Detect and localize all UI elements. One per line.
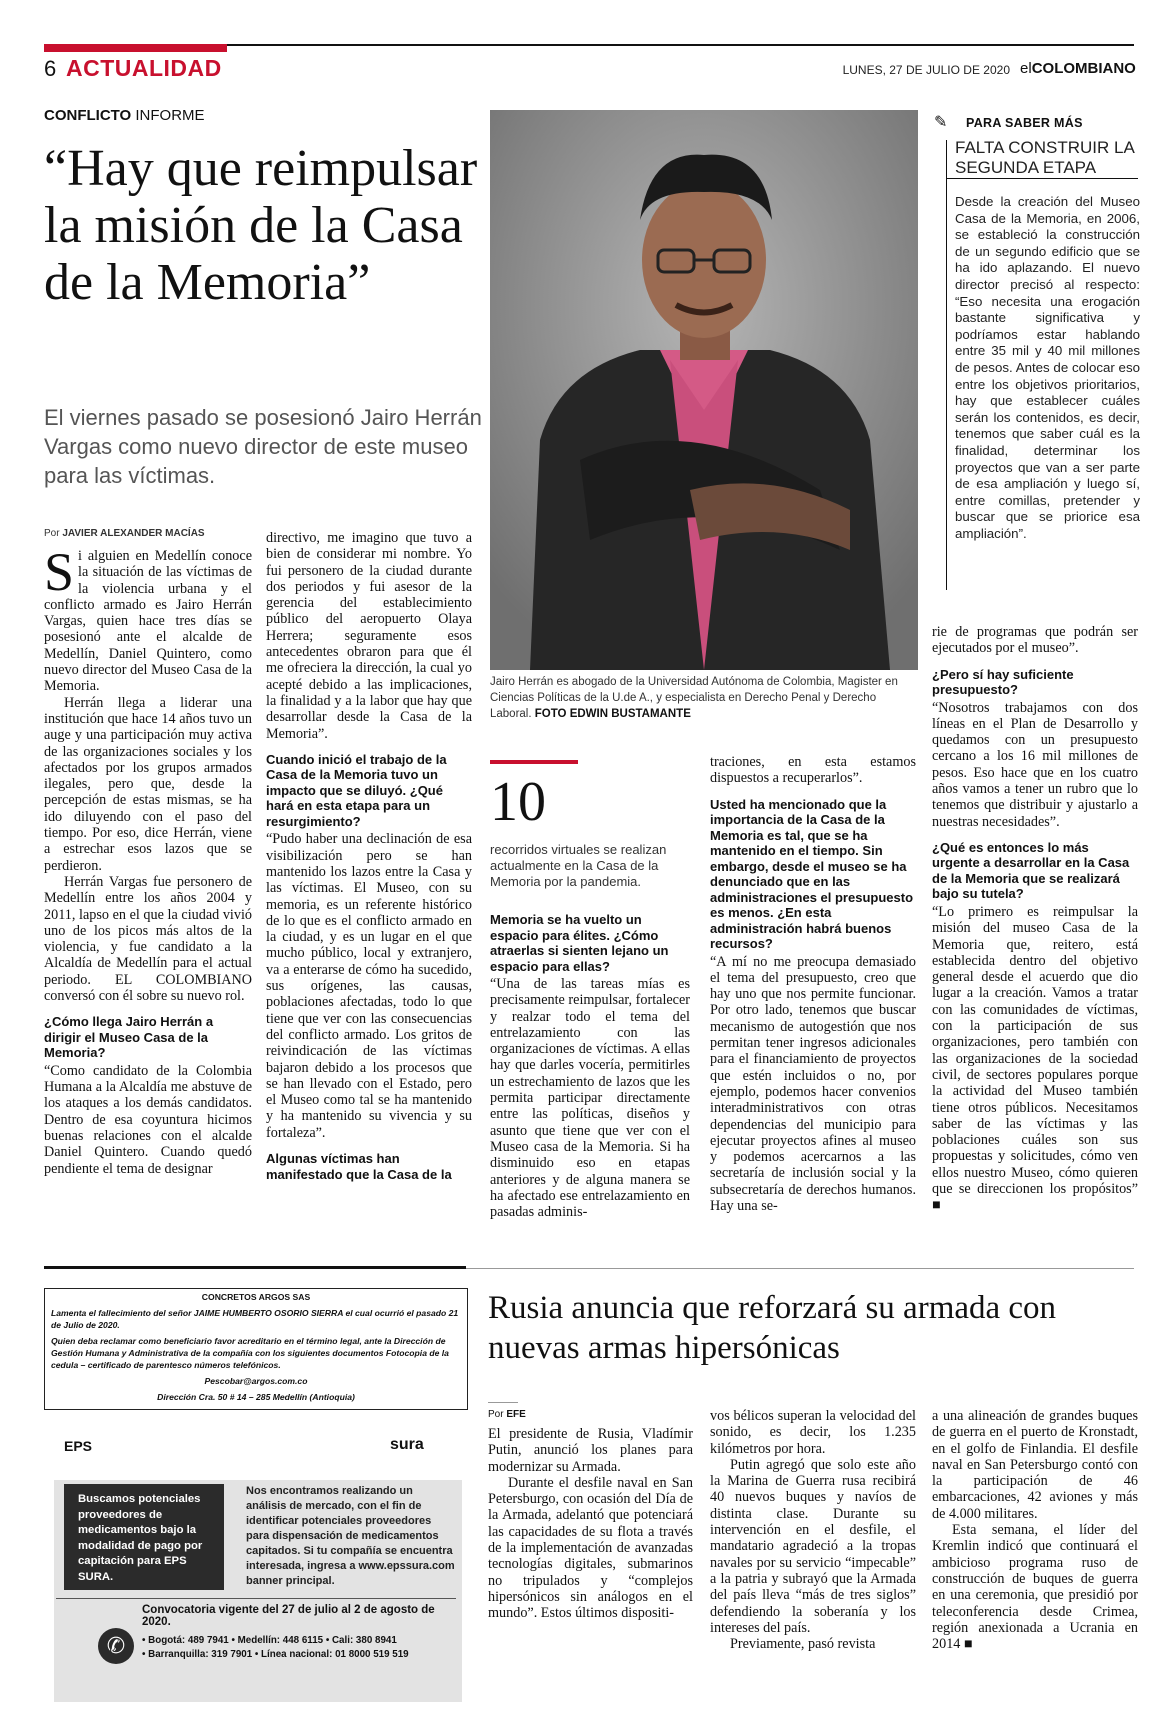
- first-paragraph: [44, 542, 252, 695]
- paragraph-text: i alguien en Medellín conoce la situación de las víctimas de la violencia urbana y el conflicto armado es Jairo Herrán Vargas, quien hace tres días se posesionó ante el alcalde de Medellín, Daniel Quintero, como nuevo director del Museo Casa de la Memoria.: [44, 548, 252, 695]
- question: Usted ha mencionado que la importancia de la Casa de la Memoria es tal, que se ha mantenido en el tiempo. Sin embargo, desde el museo se ha denunciado que en las administraciones el presupuesto es menos. ¿En esta administración habrá buenos recursos?: [710, 796, 914, 952]
- newspaper-logo: [1020, 60, 1136, 77]
- sura-logo: sura: [390, 1436, 424, 1453]
- eps-logo: EPS: [64, 1438, 93, 1454]
- byline: [44, 528, 205, 539]
- kicker: [44, 107, 205, 124]
- ad-top-rule: [44, 1266, 466, 1269]
- question: ¿Cómo llega Jairo Herrán a dirigir el Museo Casa de la Memoria?: [44, 1014, 214, 1061]
- ad-email: Pescobar@argos.com.co: [204, 1376, 308, 1386]
- article-column-5: [932, 624, 1138, 1214]
- paragraph: El presidente de Rusia, Vladímir Putin, anunció los planes para modernizar su Armada.: [488, 1426, 693, 1475]
- russia-byline: [488, 1409, 526, 1420]
- paragraph: Herrán llega a liderar una institución que hace 14 años tuvo un auge y una participación muy activa de las organizaciones sociales y los afectados por los grupos armados ilegales, pero que, desde la percepción de estas mismas, se ha ido diluyendo con el paso del tiempo. Por eso, dice Herrán, viene a estrechar esos lazos que se perdieron.: [44, 694, 252, 874]
- article-column-1: [44, 542, 252, 1177]
- answer: “Nosotros trabajamos con dos líneas en el Plan de Desarrollo y quedamos con un presupuesto cercano a los 16 mil millones de pesos. Eso hace que en los cuatro años vamos a tener un rubro que lo tenemos que distribuir y ajustarlo a nuestras necesidades”.: [932, 699, 1138, 830]
- paragraph: Herrán Vargas fue personero de Medellín entre los años 2004 y 2011, lapso en el que la ciudad vivió uno de los picos más altos de la violencia, y fue candidato a la Alcaldía de Medellín para el actual periodo. EL COLOMBIANO conversó con él sobre su nuevo rol.: [44, 873, 252, 1005]
- paragraph: Previamente, pasó revista: [730, 1636, 876, 1653]
- drop-cap: S: [44, 542, 75, 602]
- kicker-bold: CONFLICTO: [44, 107, 132, 124]
- answer: “Como candidato de la Colombia Humana a la Alcaldía me abstuve de los ataques a los demás candidatos. Dentro de esa coyuntura hicimos buenas relaciones con el alcalde Daniel Quintero. Cuando quedó pendiente el tema de designar: [44, 1062, 252, 1177]
- paragraph: Putin agregó que solo este año la Marina de Guerra rusa recibirá 40 nuevos buques y navíos de distinta clase. Durante su intervención en el desfile, el mandatario agradeció a la tropas navales por su servicio “impecable” a la patria y subrayó que la Armada del país lleva “más de tres siglos” defendiendo la soberanía y los intereses del país.: [710, 1456, 916, 1636]
- portrait-photo: [490, 110, 918, 670]
- phones-line: • Barranquilla: 319 7901 • Línea nacional: 01 8000 519 519: [142, 1649, 409, 1660]
- kicker-light: INFORME: [131, 107, 205, 124]
- answer: “Pudo haber una declinación de esa visibilización pero se han mantenido los lazos entre la Casa y las víctimas. El Museo, con su memoria, es un referente histórico de lo que es el conflicto armado en la ciudad, y es un lugar en el que mucho público, local y extranjero, va a enterarse de cómo ha sucedido, sus orígenes, las causas, poblaciones afectadas, todo lo que tiene que ver con las consecuencias del conflicto armado. Los gritos de reivindicación de las víctimas bajaron debido a los procesos que se han llevado con el Estado, pero el Museo como tal se ha mantenido y ha mantenido su vivencia y su fortaleza”.: [266, 831, 472, 1141]
- ad-line: Lamenta el fallecimiento del señor JAIME HUMBERTO OSORIO SIERRA el cual ocurrió el pasado 21 de Julio de 2020.: [51, 1308, 459, 1330]
- russia-column-2: [710, 1408, 916, 1652]
- end-mark: ■: [932, 1197, 941, 1214]
- sura-phones: [142, 1634, 462, 1662]
- sidebar-rule-horizontal: [946, 178, 1138, 179]
- byline-prefix: Por: [44, 528, 63, 539]
- ad-line: Quien deba reclamar como beneficiario favor acreditario en el término legal, ante la Dirección de Gestión Humana y Administrativa de la compañía con los siguientes documentos Fotocopia de la cedula – certificado de parentesco números telefónicos.: [51, 1336, 449, 1370]
- sura-convocatoria: Convocatoria vigente del 27 de julio al 2 de agosto de 2020.: [142, 1604, 435, 1628]
- stat-red-bar: [490, 760, 578, 764]
- caption-text: Jairo Herrán es abogado de la Universidad Autónoma de Colombia, Magister en Ciencias Políticas de la U.de A., y especialista en Derecho Penal y Derecho Laboral.: [490, 676, 898, 720]
- stat-number: 10: [490, 771, 546, 833]
- logo-el: el: [1020, 60, 1032, 77]
- russia-column-3: [932, 1408, 1138, 1652]
- sidebar-body: Desde la creación del Museo Casa de la Memoria, en 2006, se estableció la construcción de un segundo edificio que se ha ido aplazando. El nuevo director precisó al respecto: “Eso necesita una erogación bastante significativa y podríamos estar hablando entre 35 mil y 40 mil millones de pesos. Antes de colocar eso entre los objetivos prioritarios, hay que establecer cuáles serán los contenidos, es decir, tenemos que saber cuál es la finalidad, determinar los proyectos que van a ser parte de esa ampliación y luego sí, entre comillas, pretender y buscar que se priorice esa ampliación”.: [955, 194, 1140, 541]
- answer: “A mí no me preocupa demasiado el tema del presupuesto, creo que hay uno que nos permite funcionar. Por otro lado, tenemos que buscar mecanismo de autogestión que nos permitan tener ingresos adicionales para el financiamiento de proyectos que estén incluidos o no, por ejemplo, podemos hacer convenios interadministrativos con otras dependencias del municipio para ejecutar proyectos afines al museo y podemos acercarnos a las secretaría de inclusión social y la subsecretaría de derechos humanos. Hay una se-: [710, 953, 916, 1215]
- ad-title: CONCRETOS ARGOS SAS: [201, 1292, 311, 1302]
- ad-rule: [56, 1598, 456, 1599]
- byline-rule: [488, 1402, 518, 1403]
- phones-line: • Bogotá: 489 7941 • Medellín: 448 6115 • Cali: 380 8941: [142, 1635, 397, 1646]
- paragraph: traciones, en esta estamos dispuestos a recuperarlos”.: [710, 754, 916, 787]
- stat-label: recorridos virtuales se realizan actualmente en la Casa de la Memoria por la pandemia.: [490, 842, 667, 889]
- byline-prefix: Por: [488, 1409, 507, 1420]
- sura-ad-text: Nos encontramos realizando un análisis de mercado, con el fin de identificar potenciales proveedores para dispensación de medicamentos capitados. Si tu compañía se encuentra interesada, ingresa a www.epssura.com banner principal.: [246, 1485, 455, 1587]
- question: ¿Qué es entonces lo más urgente a desarrollar en la Casa de la Memoria que se realizará bajo su tutela?: [932, 839, 1130, 902]
- article-column-3: [490, 912, 690, 1220]
- paragraph-text: Esta semana, el líder del Kremlin indicó que continuará el ambicioso programa ruso de construcción de buques de guerra en una ceremonia, que presidió por teleconferencia desde Crimea, región anexionada a Ucrania en 2014: [932, 1522, 1138, 1653]
- deck: El viernes pasado se posesionó Jairo Herrán Vargas como nuevo director de este museo para las víctimas.: [44, 405, 482, 488]
- ad-address: Dirección Cra. 50 # 14 – 285 Medellín (Antioquia): [157, 1392, 355, 1402]
- paragraph: vos bélicos superan la velocidad del sonido, es decir, los 1.235 kilómetros por hora.: [710, 1408, 916, 1457]
- section-title: ACTUALIDAD: [66, 55, 222, 81]
- answer: [932, 904, 1138, 1214]
- photo-caption: [490, 674, 918, 722]
- russia-headline: Rusia anuncia que reforzará su armada con nuevas armas hipersónicas: [488, 1290, 1057, 1366]
- argos-notice-ad: [44, 1288, 468, 1410]
- byline-author: JAVIER ALEXANDER MACÍAS: [62, 528, 205, 539]
- byline-author: EFE: [506, 1409, 526, 1420]
- question: Cuando inició el trabajo de la Casa de la Memoria tuvo un impacto que se diluyó. ¿Qué hará en esta etapa para un resurgimiento?: [266, 751, 447, 829]
- article-column-4: [710, 754, 916, 1214]
- end-mark: ■: [963, 1636, 973, 1653]
- russia-column-1: [488, 1426, 693, 1622]
- answer: “Una de las tareas mías es precisamente reimpulsar, fortalecer y realzar todo el tema del entrelazamiento con las organizaciones de víctimas. A ellas hay que darles vocería, permitirles un estrechamiento de lazos que les permita participar directamente entre las políticas, diseños y asunto que tiene que ver con el Museo casa de la Memoria. Si ha disminuido eso en etapas anteriores y de alguna manera se ha afectado ese entrelazamiento en pasadas adminis-: [490, 976, 690, 1221]
- question: Memoria se ha vuelto un espacio para élites. ¿Cómo atraerlas si sienten lejano un espacio para ellas?: [490, 912, 669, 974]
- sidebar-kicker: PARA SABER MÁS: [966, 116, 1083, 130]
- date-line: LUNES, 27 DE JULIO DE 2020: [842, 63, 1010, 77]
- phone-icon: ✆: [98, 1628, 134, 1664]
- paragraph: Durante el desfile naval en San Petersburgo, con ocasión del Día de la Armada, adelantó que potenciará las capacidades de su flota a través de la implementación de avanzadas tecnologías digitales, submarinos no tripulados y “complejos hipersónicos sin análogos en el mundo”. Estos últimos dispositi-: [488, 1474, 693, 1622]
- page-number: 6: [44, 56, 57, 81]
- sidebar-title: FALTA CONSTRUIR LA SEGUNDA ETAPA: [955, 138, 1134, 177]
- photo-credit: FOTO EDWIN BUSTAMANTE: [534, 708, 691, 720]
- article-column-2: [266, 530, 472, 1184]
- paragraph: directivo, me imagino que tuvo a bien de considerar mi nombre. Yo fui personero de la ciudad durante dos periodos y fui asesor de la gerencia del establecimiento público del aeropuerto Olaya Herrera; seguramente esos antecedentes obraron para que él me ofreciera la dirección, la cual yo acepté debido a las implicaciones, la finalidad y a la labor que hay que desarrollar desde la Casa de la Memoria”.: [266, 530, 472, 742]
- paragraph: a una alineación de grandes buques de guerra en el puerto de Kronstadt, en el golfo de Finlandia. El desfile naval en San Petersburgo contó con la participación de 46 embarcaciones, 42 aviones y más de 4.000 militares.: [932, 1408, 1138, 1522]
- section-red-bar: [44, 44, 227, 52]
- sidebar-rule-vertical: [946, 140, 947, 590]
- headline: “Hay que reimpulsar la misión de la Casa de la Memoria”: [44, 140, 478, 311]
- pin-icon: ✎: [934, 114, 948, 131]
- answer-text: “Lo primero es reimpulsar la misión del museo Casa de la Memoria que, reitero, está establecida dentro del objetivo general desde el acuerdo que dio lugar a la creación. Vamos a tratar con las comunidades de víctimas, con la participación de sus organizaciones, pero también con las organizaciones de la sociedad civil, de sectores populares porque la actividad del Museo también tiene otros públicos. Necesitamos saber de las víctimas y las poblaciones cuáles son sus propuestas y solicitudes, cómo ven ellos nuestro Museo, cómo quieren que se direccionen los propósitos”: [932, 903, 1138, 1198]
- paragraph: [932, 1522, 1138, 1652]
- logo-name: COLOMBIANO: [1031, 60, 1136, 77]
- question: Algunas víctimas han manifestado que la Casa de la: [266, 1151, 452, 1182]
- portrait-illustration: [490, 110, 918, 670]
- sura-ad-highlight: Buscamos potenciales proveedores de medicamentos bajo la modalidad de pago por capitación para EPS SURA.: [64, 1484, 224, 1590]
- paragraph: rie de programas que podrán ser ejecutados por el museo”.: [932, 624, 1138, 657]
- question: ¿Pero sí hay suficiente presupuesto?: [932, 666, 1074, 698]
